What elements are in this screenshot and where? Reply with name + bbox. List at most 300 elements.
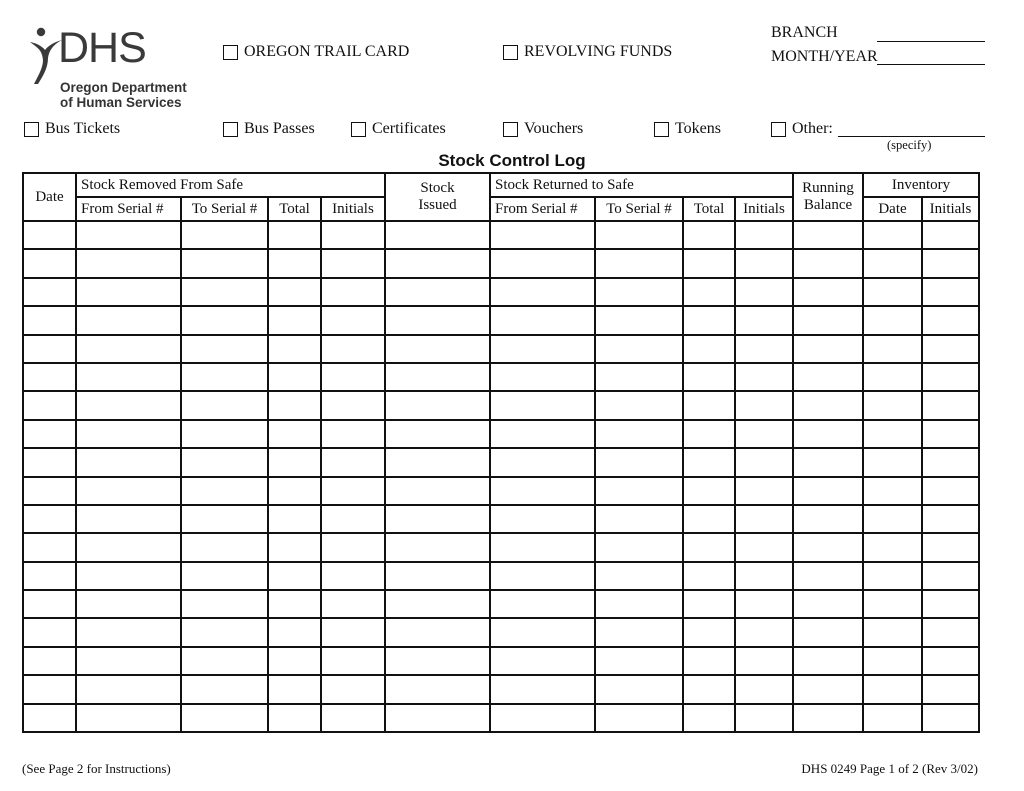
- table-cell[interactable]: [385, 335, 490, 363]
- table-cell[interactable]: [683, 249, 735, 277]
- table-cell[interactable]: [268, 306, 321, 334]
- table-cell[interactable]: [385, 221, 490, 249]
- table-cell[interactable]: [683, 363, 735, 391]
- table-row: [23, 363, 979, 391]
- table-cell[interactable]: [321, 249, 385, 277]
- table-row: [23, 505, 979, 533]
- table-cell[interactable]: [181, 363, 268, 391]
- table-cell[interactable]: [385, 704, 490, 732]
- table-cell[interactable]: [595, 278, 683, 306]
- table-cell[interactable]: [863, 675, 922, 703]
- table-cell[interactable]: [863, 704, 922, 732]
- table-cell[interactable]: [76, 590, 181, 618]
- table-cell[interactable]: [735, 249, 793, 277]
- col-header-date: Date: [23, 173, 76, 221]
- table-cell[interactable]: [268, 618, 321, 646]
- checkbox-box[interactable]: [351, 122, 366, 137]
- checkbox-box[interactable]: [503, 122, 518, 137]
- table-cell[interactable]: [922, 335, 979, 363]
- table-cell[interactable]: [922, 391, 979, 419]
- checkbox-tokens[interactable]: [654, 120, 721, 138]
- table-cell[interactable]: [23, 448, 76, 476]
- table-cell[interactable]: [385, 249, 490, 277]
- branch-field: [771, 24, 838, 42]
- group-header-inventory: Inventory: [863, 173, 979, 197]
- table-cell[interactable]: [793, 590, 863, 618]
- table-row: [23, 420, 979, 448]
- table-cell[interactable]: [595, 618, 683, 646]
- dhs-logo: [28, 26, 188, 112]
- table-cell[interactable]: [683, 306, 735, 334]
- checkbox-revolving-funds[interactable]: [503, 43, 672, 61]
- checkbox-box[interactable]: [223, 122, 238, 137]
- checkbox-label: Certificates: [372, 120, 446, 137]
- table-cell[interactable]: [735, 420, 793, 448]
- table-cell[interactable]: [181, 704, 268, 732]
- table-cell[interactable]: [181, 505, 268, 533]
- table-cell[interactable]: [23, 391, 76, 419]
- table-cell[interactable]: [385, 675, 490, 703]
- table-cell[interactable]: [490, 306, 595, 334]
- table-cell[interactable]: [76, 420, 181, 448]
- table-cell[interactable]: [268, 647, 321, 675]
- table-cell[interactable]: [863, 477, 922, 505]
- table-cell[interactable]: [683, 704, 735, 732]
- table-cell[interactable]: [268, 391, 321, 419]
- table-cell[interactable]: [683, 335, 735, 363]
- table-cell[interactable]: [595, 647, 683, 675]
- table-cell[interactable]: [735, 278, 793, 306]
- stock-issued-line1: Stock: [420, 180, 455, 196]
- table-cell[interactable]: [490, 647, 595, 675]
- table-cell[interactable]: [595, 704, 683, 732]
- table-cell[interactable]: [863, 590, 922, 618]
- table-cell[interactable]: [181, 448, 268, 476]
- table-cell[interactable]: [490, 618, 595, 646]
- table-cell[interactable]: [490, 278, 595, 306]
- table-cell[interactable]: [595, 335, 683, 363]
- table-cell[interactable]: [793, 249, 863, 277]
- table-cell[interactable]: [863, 391, 922, 419]
- col-header-removed-total: Total: [268, 197, 321, 221]
- table-cell[interactable]: [76, 278, 181, 306]
- table-cell[interactable]: [268, 533, 321, 561]
- footer-form-id: DHS 0249 Page 1 of 2 (Rev 3/02): [801, 761, 978, 776]
- table-cell[interactable]: [23, 306, 76, 334]
- table-cell[interactable]: [321, 533, 385, 561]
- table-cell[interactable]: [23, 420, 76, 448]
- table-cell[interactable]: [683, 505, 735, 533]
- table-cell[interactable]: [490, 562, 595, 590]
- checkbox-box[interactable]: [654, 122, 669, 137]
- stock-issued-line2: Issued: [418, 197, 457, 213]
- table-cell[interactable]: [683, 391, 735, 419]
- table-cell[interactable]: [490, 448, 595, 476]
- table-row: [23, 533, 979, 561]
- table-cell[interactable]: [321, 448, 385, 476]
- table-cell[interactable]: [76, 391, 181, 419]
- month-year-input[interactable]: [877, 48, 985, 65]
- table-cell[interactable]: [76, 647, 181, 675]
- table-cell[interactable]: [793, 477, 863, 505]
- table-cell[interactable]: [793, 505, 863, 533]
- table-cell[interactable]: [735, 477, 793, 505]
- table-cell[interactable]: [23, 590, 76, 618]
- table-cell[interactable]: [683, 221, 735, 249]
- branch-label: BRANCH: [771, 24, 838, 41]
- table-cell[interactable]: [76, 562, 181, 590]
- table-cell[interactable]: [181, 221, 268, 249]
- col-header-returned-from-serial: From Serial #: [490, 197, 595, 221]
- table-cell[interactable]: [595, 448, 683, 476]
- table-cell[interactable]: [595, 221, 683, 249]
- table-cell[interactable]: [735, 562, 793, 590]
- table-cell[interactable]: [490, 533, 595, 561]
- table-cell[interactable]: [23, 477, 76, 505]
- table-cell[interactable]: [321, 505, 385, 533]
- table-cell[interactable]: [683, 675, 735, 703]
- table-cell[interactable]: [321, 562, 385, 590]
- table-cell[interactable]: [922, 647, 979, 675]
- table-cell[interactable]: [490, 363, 595, 391]
- table-cell[interactable]: [683, 647, 735, 675]
- table-cell[interactable]: [76, 335, 181, 363]
- table-row: [23, 704, 979, 732]
- checkbox-label: Vouchers: [524, 120, 584, 137]
- table-cell[interactable]: [863, 562, 922, 590]
- table-cell[interactable]: [181, 618, 268, 646]
- table-cell[interactable]: [76, 448, 181, 476]
- table-cell[interactable]: [793, 335, 863, 363]
- checkbox-label: Bus Tickets: [45, 120, 121, 137]
- table-cell[interactable]: [922, 420, 979, 448]
- checkbox-label: Other:: [792, 120, 833, 137]
- table-cell[interactable]: [863, 647, 922, 675]
- table-cell[interactable]: [76, 306, 181, 334]
- table-cell[interactable]: [683, 420, 735, 448]
- table-cell[interactable]: [490, 590, 595, 618]
- table-cell[interactable]: [268, 675, 321, 703]
- table-cell[interactable]: [23, 249, 76, 277]
- log-body: [23, 221, 979, 732]
- table-cell[interactable]: [385, 590, 490, 618]
- table-cell[interactable]: [76, 477, 181, 505]
- table-cell[interactable]: [922, 221, 979, 249]
- table-row: [23, 675, 979, 703]
- col-header-returned-initials: Initials: [735, 197, 793, 221]
- table-cell[interactable]: [683, 533, 735, 561]
- table-cell[interactable]: [863, 618, 922, 646]
- checkbox-label: REVOLVING FUNDS: [524, 43, 673, 60]
- table-cell[interactable]: [922, 675, 979, 703]
- table-cell[interactable]: [321, 477, 385, 505]
- other-specify-input[interactable]: [838, 120, 985, 137]
- running-line1: Running: [802, 180, 854, 196]
- month-year-label: MONTH/YEAR: [771, 48, 878, 65]
- table-cell[interactable]: [321, 420, 385, 448]
- table-cell[interactable]: [735, 306, 793, 334]
- table-cell[interactable]: [490, 505, 595, 533]
- table-cell[interactable]: [23, 335, 76, 363]
- table-cell[interactable]: [793, 221, 863, 249]
- table-cell[interactable]: [76, 363, 181, 391]
- table-cell[interactable]: [23, 647, 76, 675]
- table-cell[interactable]: [735, 618, 793, 646]
- table-cell[interactable]: [595, 505, 683, 533]
- checkbox-bus-passes[interactable]: [223, 120, 315, 138]
- table-cell[interactable]: [321, 335, 385, 363]
- table-row: [23, 647, 979, 675]
- table-cell[interactable]: [922, 533, 979, 561]
- table-cell[interactable]: [181, 249, 268, 277]
- checkbox-other[interactable]: [771, 120, 833, 138]
- table-cell[interactable]: [268, 448, 321, 476]
- table-cell[interactable]: [595, 306, 683, 334]
- table-cell[interactable]: [23, 704, 76, 732]
- table-cell[interactable]: [76, 221, 181, 249]
- table-cell[interactable]: [321, 306, 385, 334]
- table-cell[interactable]: [321, 278, 385, 306]
- table-cell[interactable]: [863, 249, 922, 277]
- table-cell[interactable]: [268, 590, 321, 618]
- table-cell[interactable]: [181, 647, 268, 675]
- table-cell[interactable]: [863, 278, 922, 306]
- table-cell[interactable]: [735, 704, 793, 732]
- table-cell[interactable]: [683, 562, 735, 590]
- col-header-returned-to-serial: To Serial #: [595, 197, 683, 221]
- table-cell[interactable]: [793, 363, 863, 391]
- table-cell[interactable]: [76, 249, 181, 277]
- table-cell[interactable]: [23, 505, 76, 533]
- table-row: [23, 306, 979, 334]
- table-cell[interactable]: [385, 448, 490, 476]
- table-cell[interactable]: [922, 618, 979, 646]
- table-cell[interactable]: [321, 704, 385, 732]
- table-cell[interactable]: [321, 363, 385, 391]
- checkbox-certificates[interactable]: [351, 120, 446, 138]
- table-cell[interactable]: [922, 590, 979, 618]
- table-cell[interactable]: [321, 618, 385, 646]
- table-cell[interactable]: [922, 278, 979, 306]
- table-cell[interactable]: [793, 306, 863, 334]
- table-cell[interactable]: [595, 420, 683, 448]
- table-cell[interactable]: [321, 221, 385, 249]
- table-cell[interactable]: [385, 420, 490, 448]
- table-cell[interactable]: [735, 533, 793, 561]
- table-cell[interactable]: [268, 704, 321, 732]
- specify-hint: (specify): [887, 138, 932, 152]
- table-cell[interactable]: [490, 249, 595, 277]
- table-cell[interactable]: [268, 221, 321, 249]
- table-cell[interactable]: [683, 278, 735, 306]
- table-cell[interactable]: [385, 562, 490, 590]
- table-cell[interactable]: [922, 477, 979, 505]
- table-cell[interactable]: [181, 590, 268, 618]
- table-cell[interactable]: [181, 562, 268, 590]
- table-cell[interactable]: [385, 505, 490, 533]
- checkbox-box[interactable]: [24, 122, 39, 137]
- table-cell[interactable]: [490, 420, 595, 448]
- table-cell[interactable]: [490, 391, 595, 419]
- table-cell[interactable]: [181, 477, 268, 505]
- table-cell[interactable]: [922, 704, 979, 732]
- table-cell[interactable]: [181, 391, 268, 419]
- table-cell[interactable]: [181, 335, 268, 363]
- table-cell[interactable]: [863, 505, 922, 533]
- table-cell[interactable]: [385, 278, 490, 306]
- checkbox-label: OREGON TRAIL CARD: [244, 43, 410, 60]
- table-cell[interactable]: [595, 675, 683, 703]
- month-year-field: [771, 48, 878, 66]
- checkbox-label: Bus Passes: [244, 120, 315, 137]
- table-cell[interactable]: [181, 306, 268, 334]
- col-header-removed-from-serial: From Serial #: [76, 197, 181, 221]
- table-cell[interactable]: [863, 363, 922, 391]
- col-header-removed-initials: Initials: [321, 197, 385, 221]
- table-cell[interactable]: [268, 562, 321, 590]
- table-cell[interactable]: [922, 306, 979, 334]
- table-cell[interactable]: [23, 562, 76, 590]
- table-cell[interactable]: [683, 590, 735, 618]
- checkbox-vouchers[interactable]: [503, 120, 583, 138]
- table-cell[interactable]: [181, 533, 268, 561]
- table-row: [23, 278, 979, 306]
- table-cell[interactable]: [793, 391, 863, 419]
- table-cell[interactable]: [595, 363, 683, 391]
- table-cell[interactable]: [490, 477, 595, 505]
- table-cell[interactable]: [595, 590, 683, 618]
- table-cell[interactable]: [683, 477, 735, 505]
- table-cell[interactable]: [321, 590, 385, 618]
- table-cell[interactable]: [181, 278, 268, 306]
- table-cell[interactable]: [863, 533, 922, 561]
- table-cell[interactable]: [490, 335, 595, 363]
- table-cell[interactable]: [793, 562, 863, 590]
- stock-control-log-table: [22, 172, 980, 733]
- table-cell[interactable]: [922, 505, 979, 533]
- table-cell[interactable]: [735, 363, 793, 391]
- table-cell[interactable]: [735, 335, 793, 363]
- table-cell[interactable]: [595, 249, 683, 277]
- table-cell[interactable]: [683, 448, 735, 476]
- checkbox-oregon-trail-card[interactable]: [223, 43, 409, 61]
- checkbox-box[interactable]: [223, 45, 238, 60]
- checkbox-box[interactable]: [503, 45, 518, 60]
- col-header-inventory-date: Date: [863, 197, 922, 221]
- table-row: [23, 618, 979, 646]
- table-cell[interactable]: [595, 533, 683, 561]
- table-cell[interactable]: [922, 249, 979, 277]
- table-cell[interactable]: [23, 533, 76, 561]
- checkbox-bus-tickets[interactable]: [24, 120, 120, 138]
- table-cell[interactable]: [595, 391, 683, 419]
- table-cell[interactable]: [490, 675, 595, 703]
- table-cell[interactable]: [385, 533, 490, 561]
- branch-input[interactable]: [877, 24, 985, 42]
- table-cell[interactable]: [863, 221, 922, 249]
- table-cell[interactable]: [490, 704, 595, 732]
- table-cell[interactable]: [490, 221, 595, 249]
- table-cell[interactable]: [385, 647, 490, 675]
- table-cell[interactable]: [595, 477, 683, 505]
- table-cell[interactable]: [863, 306, 922, 334]
- table-cell[interactable]: [793, 420, 863, 448]
- table-cell[interactable]: [268, 505, 321, 533]
- table-cell[interactable]: [793, 533, 863, 561]
- table-cell[interactable]: [735, 391, 793, 419]
- table-cell[interactable]: [922, 562, 979, 590]
- table-cell[interactable]: [181, 420, 268, 448]
- table-cell[interactable]: [76, 618, 181, 646]
- table-cell[interactable]: [793, 675, 863, 703]
- table-cell[interactable]: [268, 278, 321, 306]
- table-cell[interactable]: [23, 618, 76, 646]
- table-cell[interactable]: [23, 278, 76, 306]
- checkbox-box[interactable]: [771, 122, 786, 137]
- table-cell[interactable]: [735, 448, 793, 476]
- table-cell[interactable]: [23, 675, 76, 703]
- table-cell[interactable]: [595, 562, 683, 590]
- table-cell[interactable]: [735, 505, 793, 533]
- table-cell[interactable]: [76, 704, 181, 732]
- table-cell[interactable]: [863, 448, 922, 476]
- table-cell[interactable]: [793, 618, 863, 646]
- table-cell[interactable]: [735, 221, 793, 249]
- table-cell[interactable]: [793, 278, 863, 306]
- table-cell[interactable]: [76, 675, 181, 703]
- table-row: [23, 562, 979, 590]
- col-header-inventory-initials: Initials: [922, 197, 979, 221]
- form-title: Stock Control Log: [438, 151, 586, 170]
- table-cell[interactable]: [181, 675, 268, 703]
- table-cell[interactable]: [863, 335, 922, 363]
- table-cell[interactable]: [793, 704, 863, 732]
- table-cell[interactable]: [268, 363, 321, 391]
- table-cell[interactable]: [321, 675, 385, 703]
- table-cell[interactable]: [321, 647, 385, 675]
- logo-org-line2: of Human Services: [60, 95, 182, 110]
- table-cell[interactable]: [268, 249, 321, 277]
- table-cell[interactable]: [76, 505, 181, 533]
- table-cell[interactable]: [268, 420, 321, 448]
- table-cell[interactable]: [735, 647, 793, 675]
- table-cell[interactable]: [735, 675, 793, 703]
- table-cell[interactable]: [385, 618, 490, 646]
- table-cell[interactable]: [793, 448, 863, 476]
- table-cell[interactable]: [23, 221, 76, 249]
- table-cell[interactable]: [23, 363, 76, 391]
- table-cell[interactable]: [863, 420, 922, 448]
- table-cell[interactable]: [268, 335, 321, 363]
- table-cell[interactable]: [385, 363, 490, 391]
- logo-wordmark: DHS: [58, 24, 146, 72]
- table-cell[interactable]: [76, 533, 181, 561]
- table-cell[interactable]: [385, 477, 490, 505]
- table-cell[interactable]: [321, 391, 385, 419]
- table-cell[interactable]: [683, 618, 735, 646]
- table-row: [23, 590, 979, 618]
- footer-instructions: (See Page 2 for Instructions): [22, 761, 171, 776]
- table-cell[interactable]: [268, 477, 321, 505]
- col-header-removed-to-serial: To Serial #: [181, 197, 268, 221]
- table-cell[interactable]: [922, 448, 979, 476]
- table-cell[interactable]: [385, 306, 490, 334]
- table-cell[interactable]: [922, 363, 979, 391]
- group-header-removed: Stock Removed From Safe: [76, 173, 385, 197]
- table-cell[interactable]: [793, 647, 863, 675]
- table-cell[interactable]: [385, 391, 490, 419]
- table-cell[interactable]: [735, 590, 793, 618]
